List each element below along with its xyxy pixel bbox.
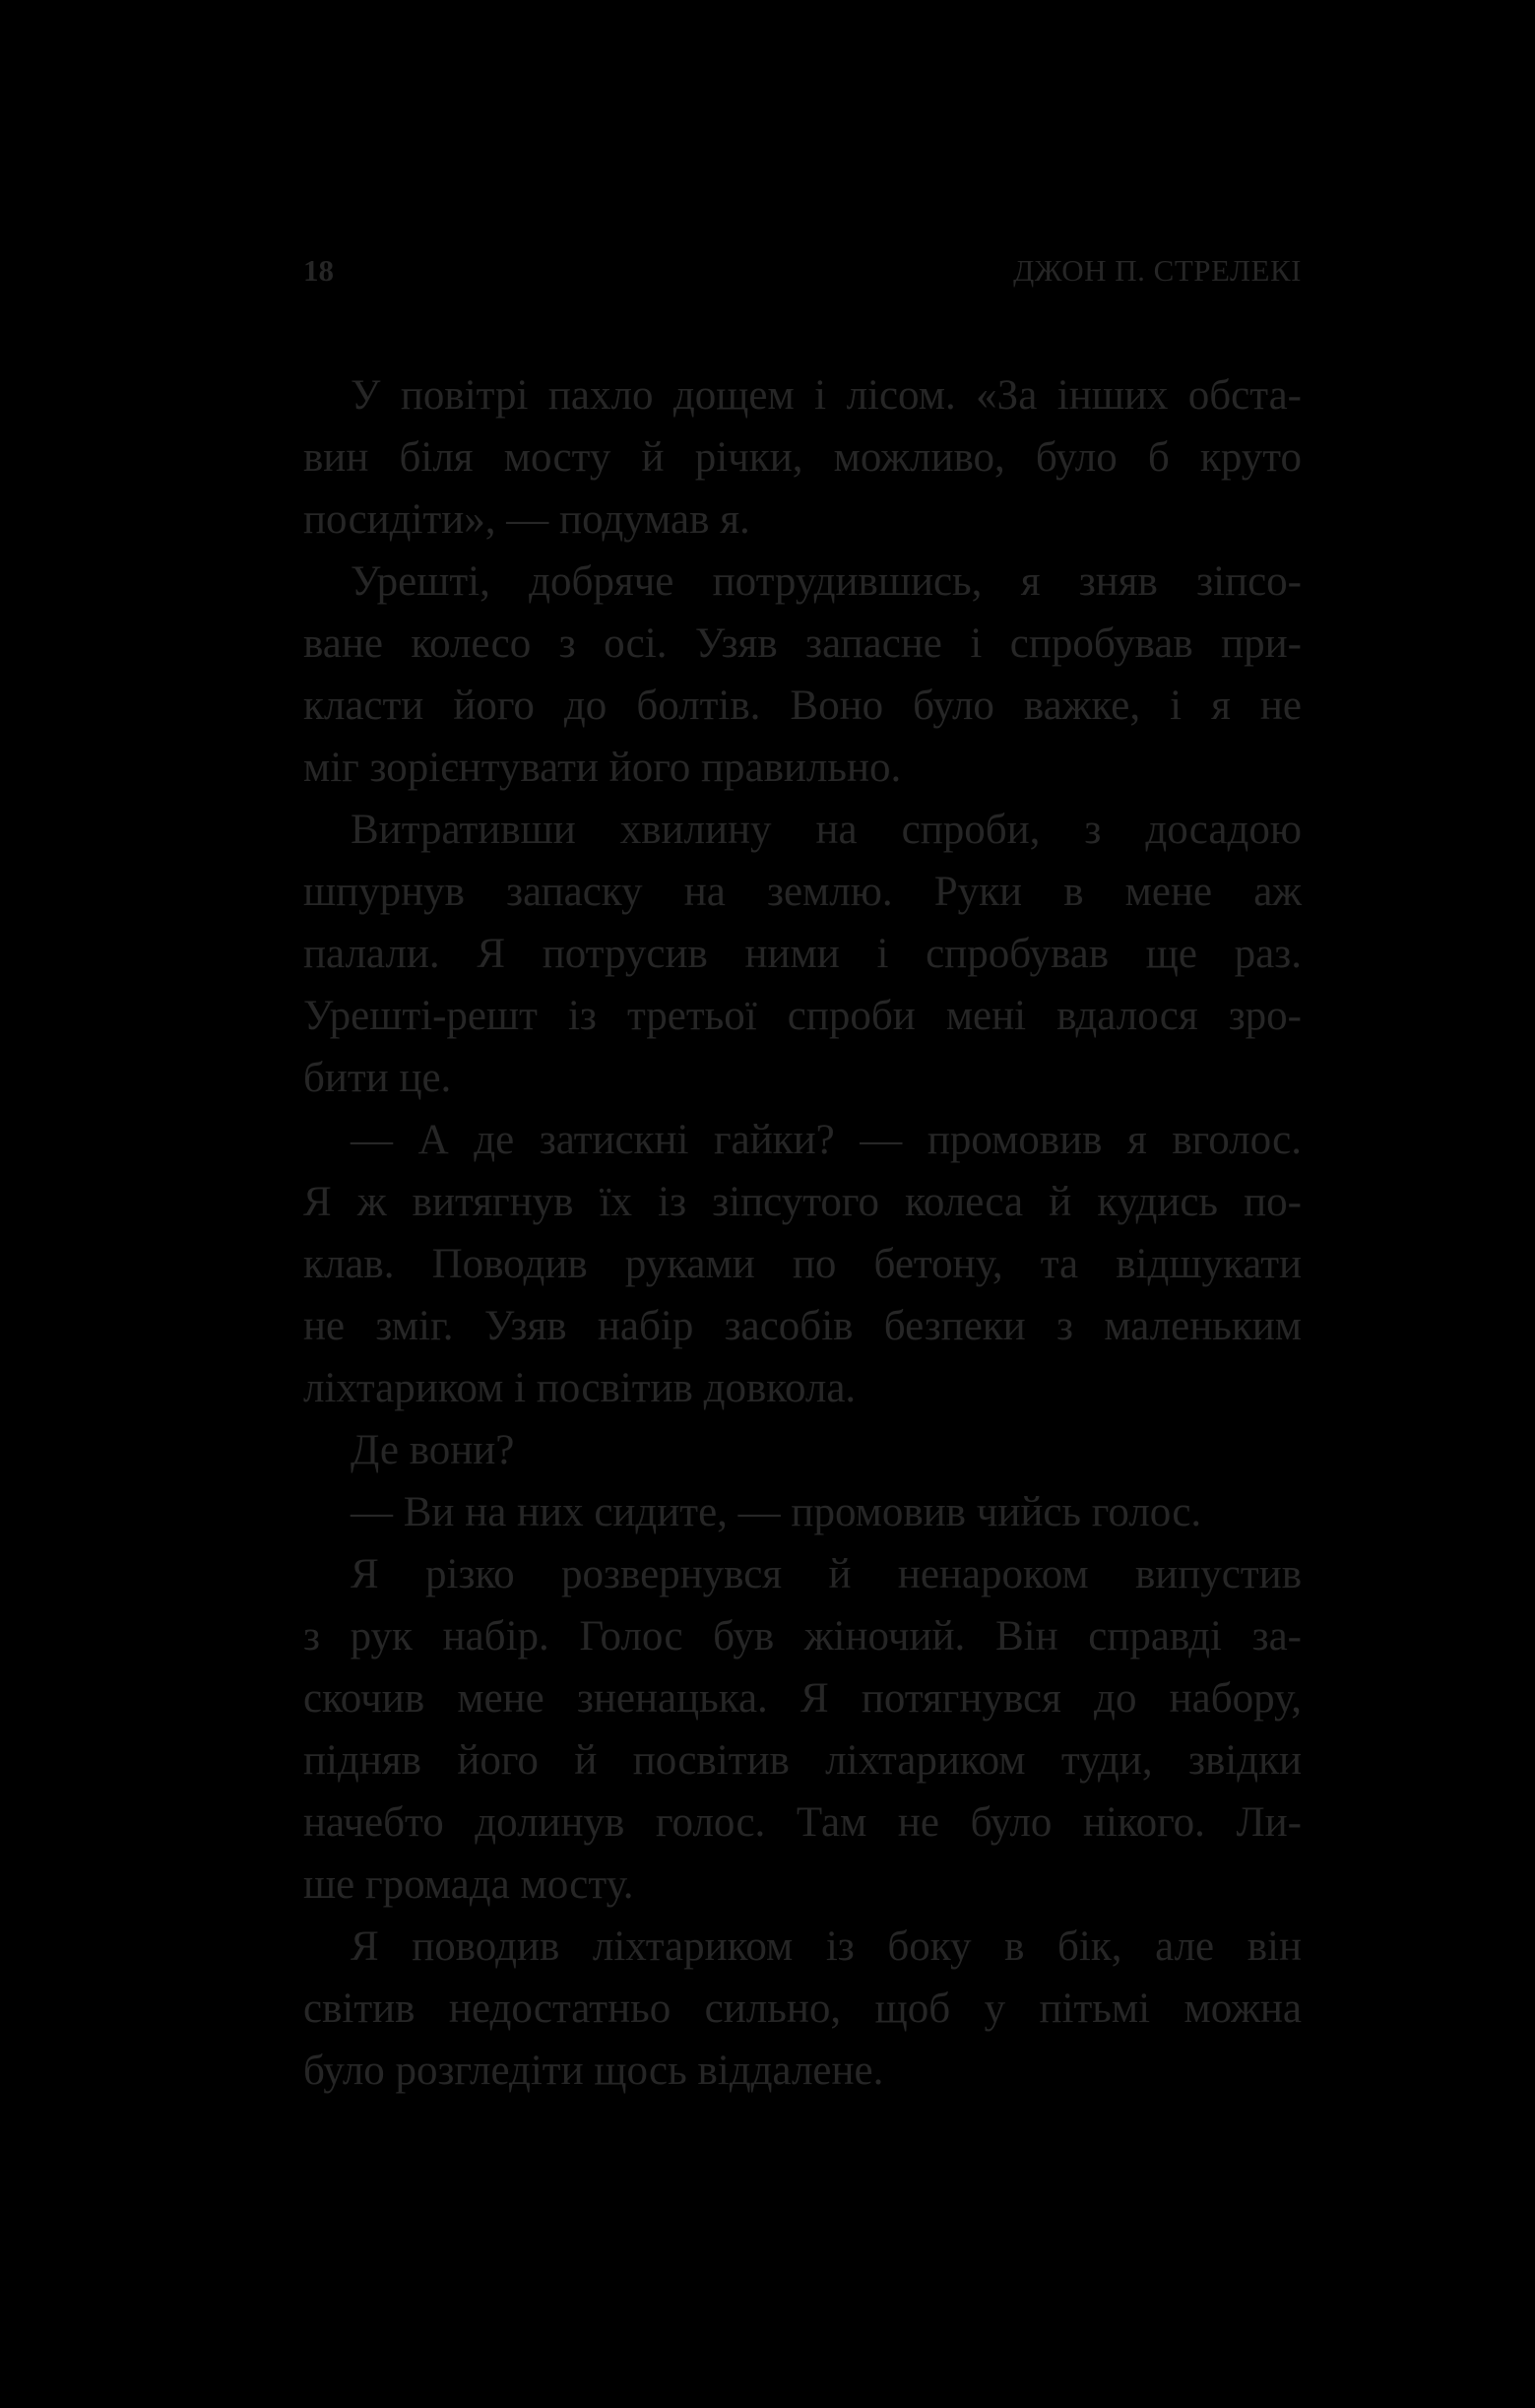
text-line: У повітрі пахло дощем і лісом. «За інших обста- [351,372,1302,419]
running-header [303,248,1302,293]
text-line: шпурнув запаску на землю. Руки в мене аж [303,869,1302,915]
text-line: класти його до болтів. Воно було важке, і я не [303,683,1302,729]
text-line: було розгледіти щось віддалене. [303,2048,884,2094]
text-line: Я ж витягнув їх із зіпсутого колеса й кудись по- [303,1179,1302,1225]
text-line: Витративши хвилину на спроби, з досадою [351,807,1302,853]
text-line: Я поводив ліхтариком із боку в бік, але він [351,1923,1302,1970]
text-line: ване колесо з осі. Узяв запасне і спробував при- [303,620,1302,667]
text-line: начебто долинув голос. Там не було нікого. Ли- [303,1799,1302,1846]
page-number: 18 [303,253,334,288]
text-line: бити це. [303,1055,452,1101]
body-text [303,364,1302,2102]
text-line: вин біля мосту й річки, можливо, було б круто [303,434,1302,481]
text-line: скочив мене зненацька. Я потягнувся до набору, [303,1675,1302,1722]
text-line: Де вони? [351,1427,515,1473]
text-line: світив недостатньо сильно, щоб у пітьмі можна [303,1985,1302,2032]
text-line: Урешті-решт із третьої спроби мені вдалося зро- [303,993,1302,1039]
text-line: палали. Я потрусив ними і спробував ще раз. [303,931,1302,977]
text-line: не зміг. Узяв набір засобів безпеки з маленьким [303,1303,1302,1349]
text-line: Урешті, добряче потрудившись, я зняв зіпсо- [351,558,1302,605]
text-line: ше громада мосту. [303,1861,634,1908]
text-line: — А де затискні гайки? — промовив я вголос. [351,1117,1302,1163]
text-line: ліхтариком і посвітив довкола. [303,1365,857,1411]
text-line: Я різко розвернувся й ненароком випустив [351,1551,1302,1597]
text-line: підняв його й посвітив ліхтариком туди, звідки [303,1737,1302,1784]
book-author-header: ДЖОН П. СТРЕЛЕКІ [1013,253,1302,288]
text-line: посидіти», — подумав я. [303,496,750,543]
text-line: міг зорієнтувати його правильно. [303,745,902,791]
text-line: з рук набір. Голос був жіночий. Він справді за- [303,1613,1302,1660]
text-line: — Ви на них сидите, — промовив чийсь голос. [351,1489,1202,1535]
text-line: клав. Поводив руками по бетону, та відшукати [303,1241,1302,1287]
